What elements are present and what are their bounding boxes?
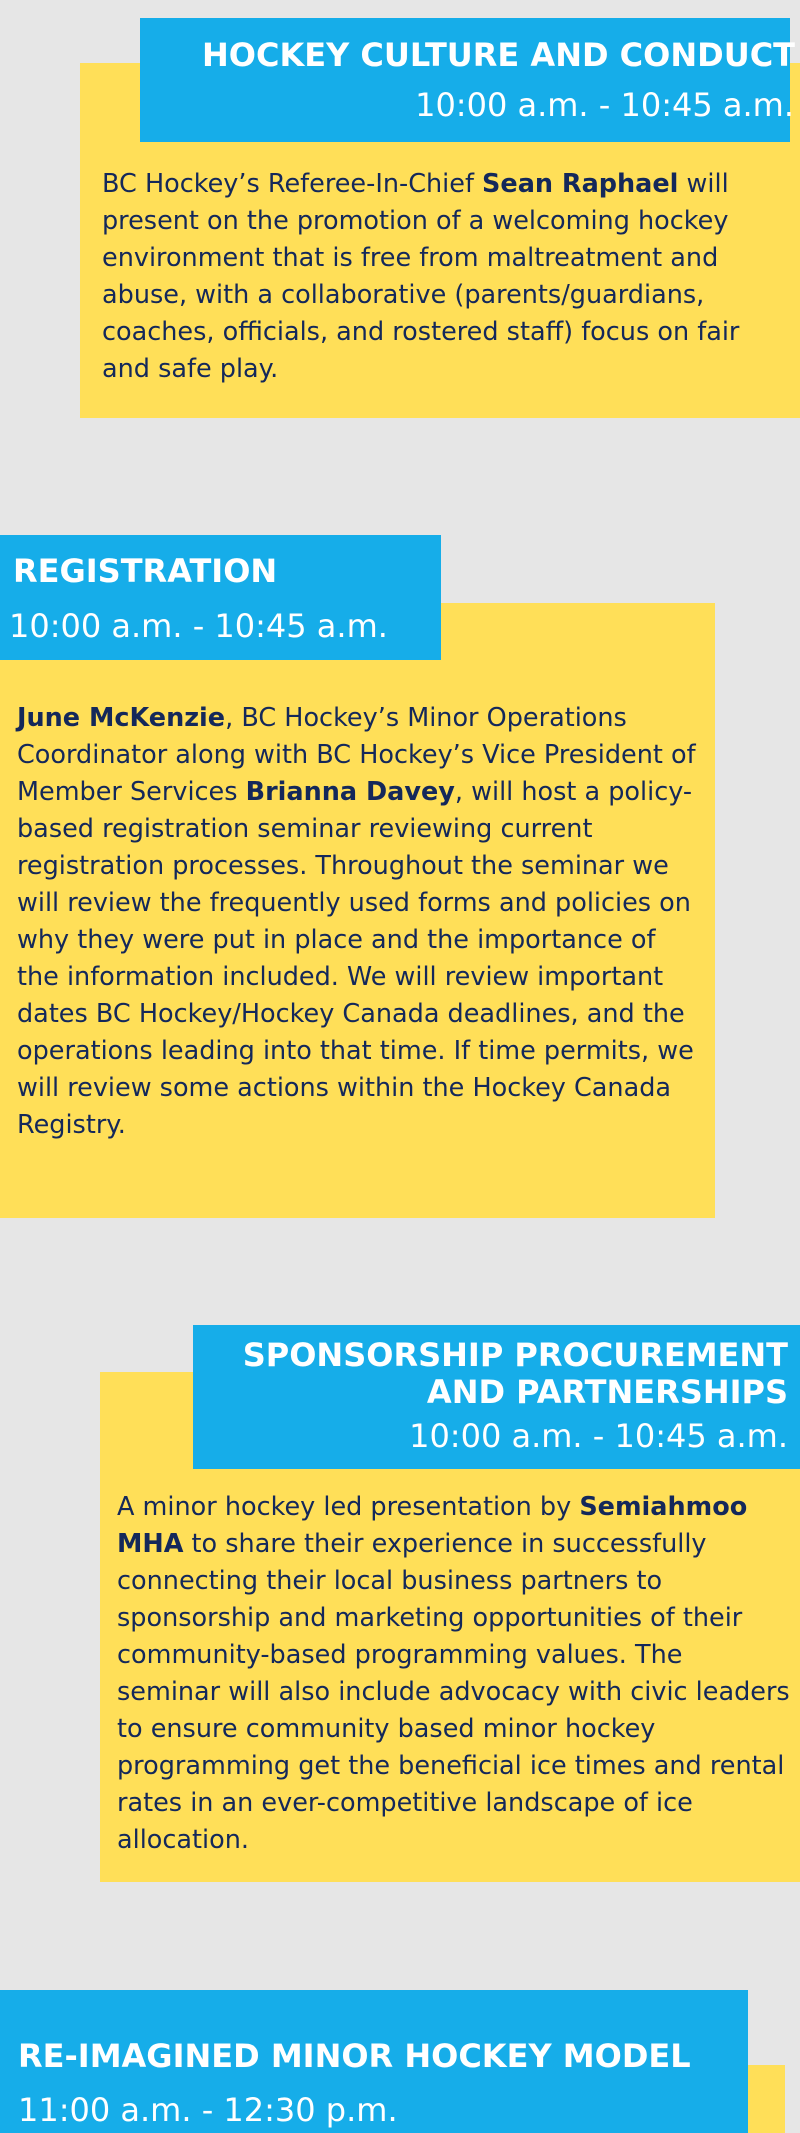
description-text: to share their experience in successfully connecting their local business partners to sponsorship and marketing opportunities of their community-based programming values. The seminar will also include advocacy with civic leaders to ensure community based minor hockey programming get the beneficial ice times and rental rates in an ever-competitive landscape of ice allocation. [117,1529,790,1855]
session-description [117,1489,793,1859]
session-title: SPONSORSHIP PROCUREMENT [242,1336,788,1374]
speaker-name: Brianna Davey [245,777,455,807]
session-header-sponsorship [193,1325,800,1469]
session-description [102,166,778,388]
speaker-name: Sean Raphael [482,169,679,199]
session-title: HOCKEY CULTURE AND CONDUCT [201,36,795,74]
session-description [17,700,697,1144]
session-title-line-2: AND PARTNERSHIPS [426,1373,788,1411]
description-text: A minor hockey led presentation by [117,1492,580,1522]
description-text: will present on the promotion of a welcoming hockey environment that is free from maltreatment and abuse, with a collaborative (parents/guardians, coaches, officials, and rostered staff) focus on fair and safe play. [102,169,740,384]
session-header-hockey-culture [140,18,795,142]
session-time: 10:00 a.m. - 10:45 a.m. [415,86,794,124]
description-text: , BC Hockey’s Minor Operations Coordinator along with BC Hockey’s Vice President of Member Services [17,703,696,807]
speaker-name: June McKenzie [17,703,226,733]
description-text: BC Hockey’s Referee-In-Chief [102,169,483,199]
session-header-minor-hockey-model [0,1990,748,2133]
session-title: RE-IMAGINED MINOR HOCKEY MODEL [18,2037,691,2075]
speaker-name: Semiahmoo MHA [117,1492,748,1559]
session-time: 11:00 a.m. - 12:30 p.m. [18,2091,398,2129]
session-time: 10:00 a.m. - 10:45 a.m. [409,1417,788,1455]
session-time: 10:00 a.m. - 10:45 a.m. [9,607,388,645]
description-text: , will host a policy-based registration seminar reviewing current registration processes. Throughout the seminar we will review the frequently used forms and policies on why they were put in place and the importance of the information included. We will review important dates BC Hockey/Hockey Canada deadlines, and the operations leading into that time. If time permits, we will review some actions within the Hockey Canada Registry. [17,777,694,1140]
session-title: REGISTRATION [13,552,278,590]
session-header-registration [0,535,441,660]
session-panel-minor-hockey-model [745,2065,785,2133]
